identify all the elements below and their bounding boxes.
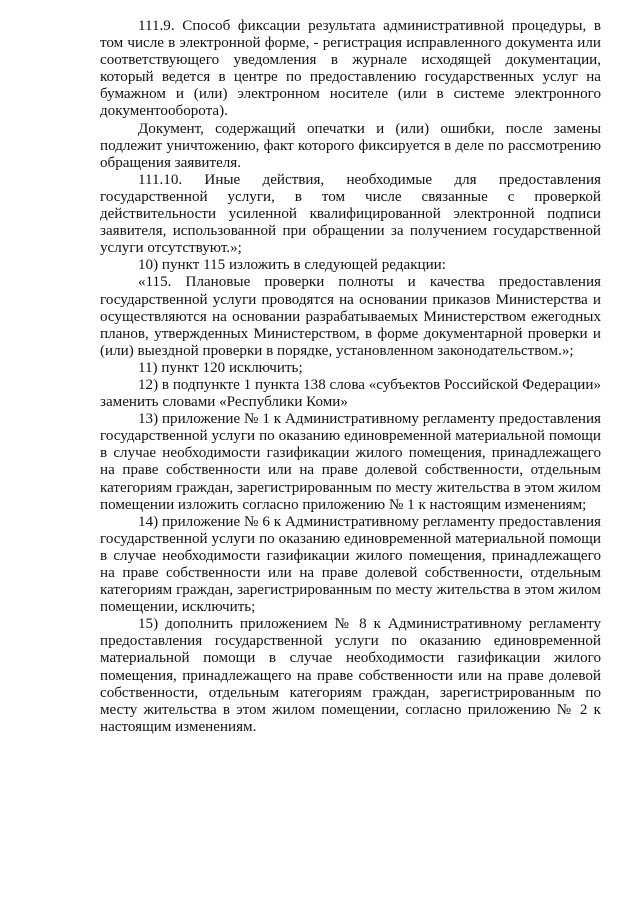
paragraph-typo-document: Документ, содержащий опечатки и (или) ошибки, после замены подлежит уничтожению, факт которого фиксируется в деле по рассмотрению обращения заявителя. (100, 120, 601, 171)
paragraph-item-10: 10) пункт 115 изложить в следующей редакции: (138, 257, 446, 274)
paragraph-111-10: 111.10. Иные действия, необходимые для предоставления государственной услуги, в том числе связанные с проверкой действительности усиленной квалифицированной электронной подписи заявителя, использованной при обращении за получением государственной услуги отсутствуют.»; (100, 171, 601, 257)
document-page (100, 18, 601, 736)
paragraph-item-13: 13) приложение № 1 к Административному регламенту предоставления государственной услуги по оказанию единовременной материальной помощи в случае необходимости газификации жилого помещения, принадлежащего на праве собственности или на праве долевой собственности, отдельным категориям граждан, зарегистрированным по месту жительства в этом жилом помещении изложить согласно приложению № 1 к настоящим изменениям; (100, 411, 601, 513)
paragraph-item-12: 12) в подпункте 1 пункта 138 слова «субъектов Российской Федерации» заменить словами «Республики Коми» (100, 376, 601, 411)
paragraph-item-15: 15) дополнить приложением № 8 к Административному регламенту предоставления государственной услуги по оказанию единовременной материальной помощи в случае необходимости газификации жилого помещения, принадлежащего на праве собственности или на праве долевой собственности, отдельным категориям граждан, зарегистрированным по месту жительства в этом жилом помещении, согласно приложению № 2 к настоящим изменениям. (100, 616, 601, 735)
paragraph-item-11: 11) пункт 120 исключить; (138, 359, 303, 376)
paragraph-item-14: 14) приложение № 6 к Административному регламенту предоставления государственной услуги по оказанию единовременной материальной помощи в случае необходимости газификации жилого помещения, принадлежащего на праве собственности или на праве долевой собственности, отдельным категориям граждан, зарегистрированным по месту жительства в этом жилом помещении, исключить; (100, 513, 601, 616)
paragraph-115: «115. Плановые проверки полноты и качества предоставления государственной услуги проводятся на основании приказов Министерства и осуществляются на основании разрабатываемых Министерством ежегодных планов, утвержденных Министерством, в форме документарной проверки и (или) выездной проверки в порядке, установленном законодательством.»; (100, 274, 601, 359)
paragraph-111-9: 111.9. Способ фиксации результата административной процедуры, в том числе в электронной форме, - регистрация исправленного документа или соответствующего уведомления в журнале исходящей документации, который ведется в центре по предоставлению государственных услуг на бумажном и (или) электронном носителе (или в системе электронного документооборота). (100, 18, 601, 120)
